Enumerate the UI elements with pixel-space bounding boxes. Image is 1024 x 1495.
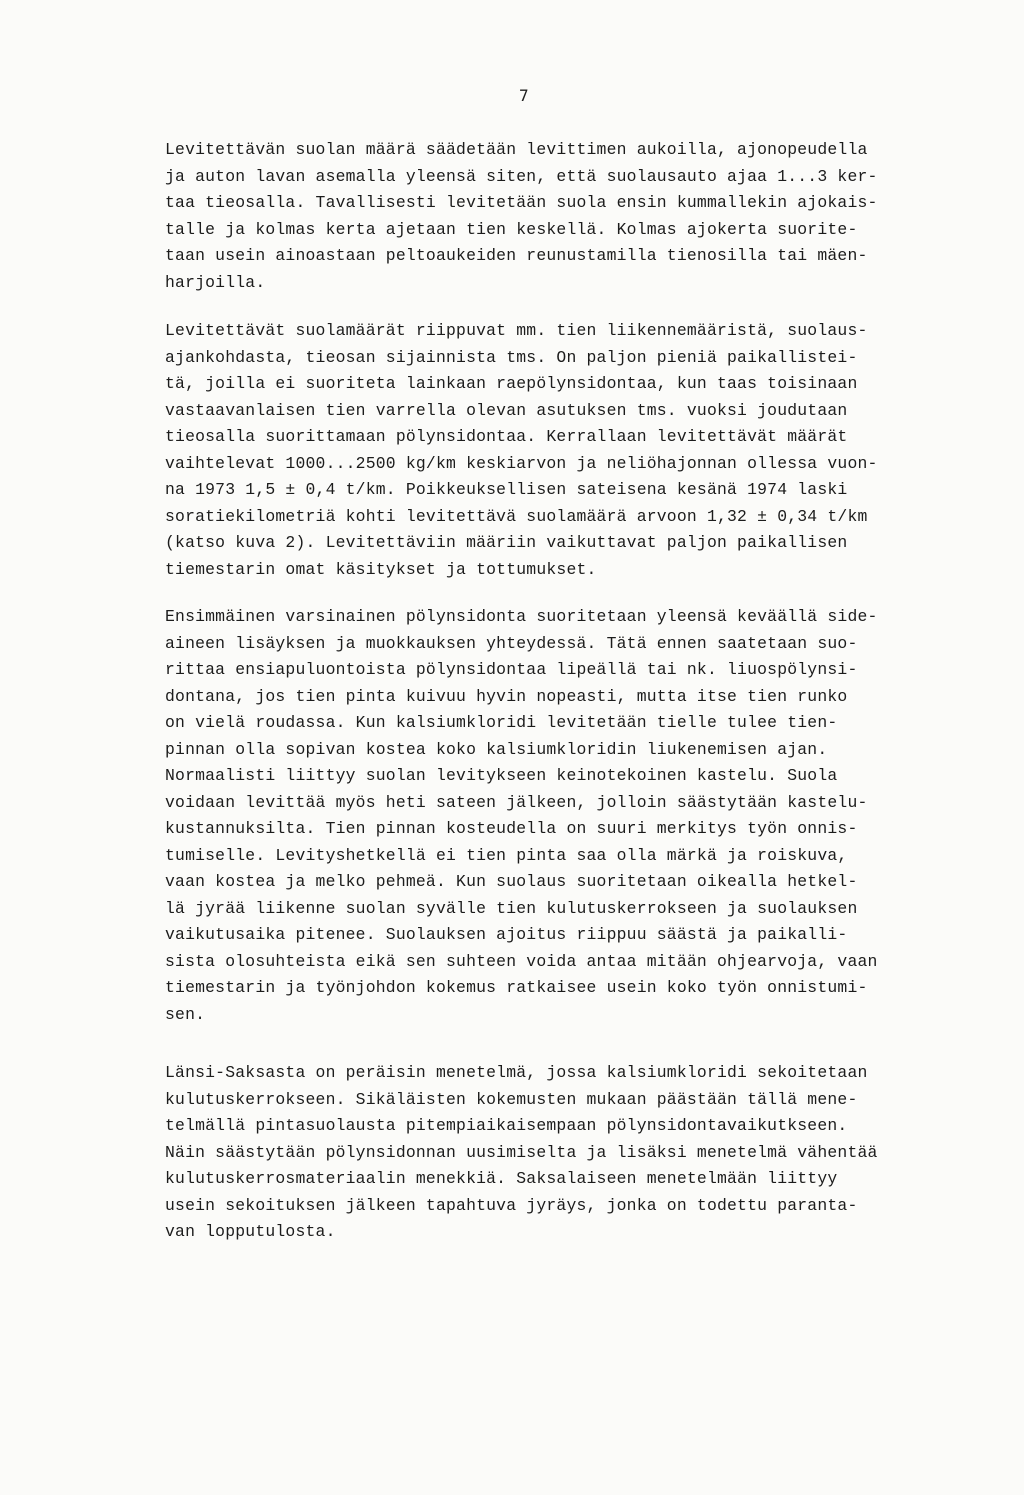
text-line: Normaalisti liittyy suolan levitykseen keinotekoinen kastelu. Suola <box>165 766 838 785</box>
text-line: ja auton lavan asemalla yleensä siten, että suolausauto ajaa 1...3 ker- <box>165 166 878 186</box>
text-line: Levitettävät suolamäärät riippuvat mm. tien liikennemääristä, suolaus- <box>165 321 868 340</box>
text-line: tä, joilla ei suoriteta lainkaan raepölynsidontaa, kun taas toisinaan <box>165 374 858 393</box>
text-line: voidaan levittää myös heti sateen jälkeen, jolloin säästytään kastelu- <box>165 792 868 812</box>
text-line: tiemestarin omat käsitykset ja tottumukset. <box>165 559 597 579</box>
text-line: on vielä roudassa. Kun kalsiumkloridi levitetään tielle tulee tien- <box>165 713 838 732</box>
text-line: vaan kostea ja melko pehmeä. Kun suolaus suoritetaan oikealla hetkel- <box>165 872 858 891</box>
text-line: vastaavanlaisen tien varrella olevan asutuksen tms. vuoksi joudutaan <box>165 400 848 420</box>
text-line: dontana, jos tien pinta kuivuu hyvin nopeasti, mutta itse tien runko <box>165 686 848 706</box>
text-line: pinnan olla sopivan kostea koko kalsiumkloridin liukenemisen ajan. <box>165 739 828 759</box>
paragraph-salt-amount-adjustment <box>165 137 965 296</box>
text-line: kustannuksilta. Tien pinnan kosteudella on suuri merkitys työn onnis- <box>165 819 858 838</box>
text-line: tiemestarin ja työnjohdon kokemus ratkaisee usein koko työn onnistumi- <box>165 978 868 997</box>
text-line: taan usein ainoastaan peltoaukeiden reunustamilla tienosilla tai mäen- <box>165 246 868 265</box>
text-line: soratiekilometriä kohti levitettävä suolamäärä arvoon 1,32 ± 0,34 t/km <box>165 506 868 526</box>
paragraph-west-german-method <box>165 1060 965 1246</box>
text-line: talle ja kolmas kerta ajetaan tien keskellä. Kolmas ajokerta suorite- <box>165 219 858 239</box>
paragraph-first-dust-binding <box>165 604 965 1028</box>
text-line: van lopputulosta. <box>165 1222 336 1241</box>
text-line: rittaa ensiapuluontoista pölynsidontaa lipeällä tai nk. liuospölynsi- <box>165 660 858 679</box>
text-line: sista olosuhteista eikä sen suhteen voida antaa mitään ohjearvoja, vaan <box>165 951 878 971</box>
text-line: taa tieosalla. Tavallisesti levitetään suola ensin kummallekin ajokais- <box>165 193 878 212</box>
paragraph-salt-quantities <box>165 318 965 583</box>
page-number: 7 <box>519 86 529 105</box>
text-line: lä jyrää liikenne suolan syvälle tien kulutuskerrokseen ja suolauksen <box>165 898 858 918</box>
text-line: ajankohdasta, tieosan sijainnista tms. On paljon pieniä paikallistei- <box>165 347 858 367</box>
text-line: Näin säästytään pölynsidonnan uusimiselta ja lisäksi menetelmä vähentää <box>165 1142 878 1162</box>
text-line: na 1973 1,5 ± 0,4 t/km. Poikkeuksellisen sateisena kesänä 1974 laski <box>165 480 848 499</box>
text-line: usein sekoituksen jälkeen tapahtuva jyräys, jonka on todettu paranta- <box>165 1195 858 1215</box>
text-line: kulutuskerrokseen. Sikäläisten kokemusten mukaan päästään tällä mene- <box>165 1089 858 1109</box>
text-line: telmällä pintasuolausta pitempiaikaisempaan pölynsidontavaikutkseen. <box>165 1116 848 1135</box>
text-line: vaihtelevat 1000...2500 kg/km keskiarvon ja neliöhajonnan ollessa vuon- <box>165 453 878 473</box>
text-line: (katso kuva 2). Levitettäviin määriin vaikuttavat paljon paikallisen <box>165 533 848 552</box>
text-line: kulutuskerrosmateriaalin menekkiä. Saksalaiseen menetelmään liittyy <box>165 1169 838 1188</box>
text-line: vaikutusaika pitenee. Suolauksen ajoitus riippuu säästä ja paikalli- <box>165 925 848 944</box>
text-line: sen. <box>165 1004 206 1024</box>
text-line: Länsi-Saksasta on peräisin menetelmä, jossa kalsiumkloridi sekoitetaan <box>165 1063 868 1082</box>
text-line: tumiselle. Levityshetkellä ei tien pinta saa olla märkä ja roiskuva, <box>165 845 848 865</box>
text-line: Levitettävän suolan määrä säädetään levittimen aukoilla, ajonopeudella <box>165 140 868 159</box>
text-line: tieosalla suorittamaan pölynsidontaa. Kerrallaan levitettävät määrät <box>165 427 848 446</box>
text-line: Ensimmäinen varsinainen pölynsidonta suoritetaan yleensä keväällä side- <box>165 607 878 626</box>
text-line: harjoilla. <box>165 272 266 292</box>
text-line: aineen lisäyksen ja muokkauksen yhteydessä. Tätä ennen saatetaan suo- <box>165 633 858 653</box>
